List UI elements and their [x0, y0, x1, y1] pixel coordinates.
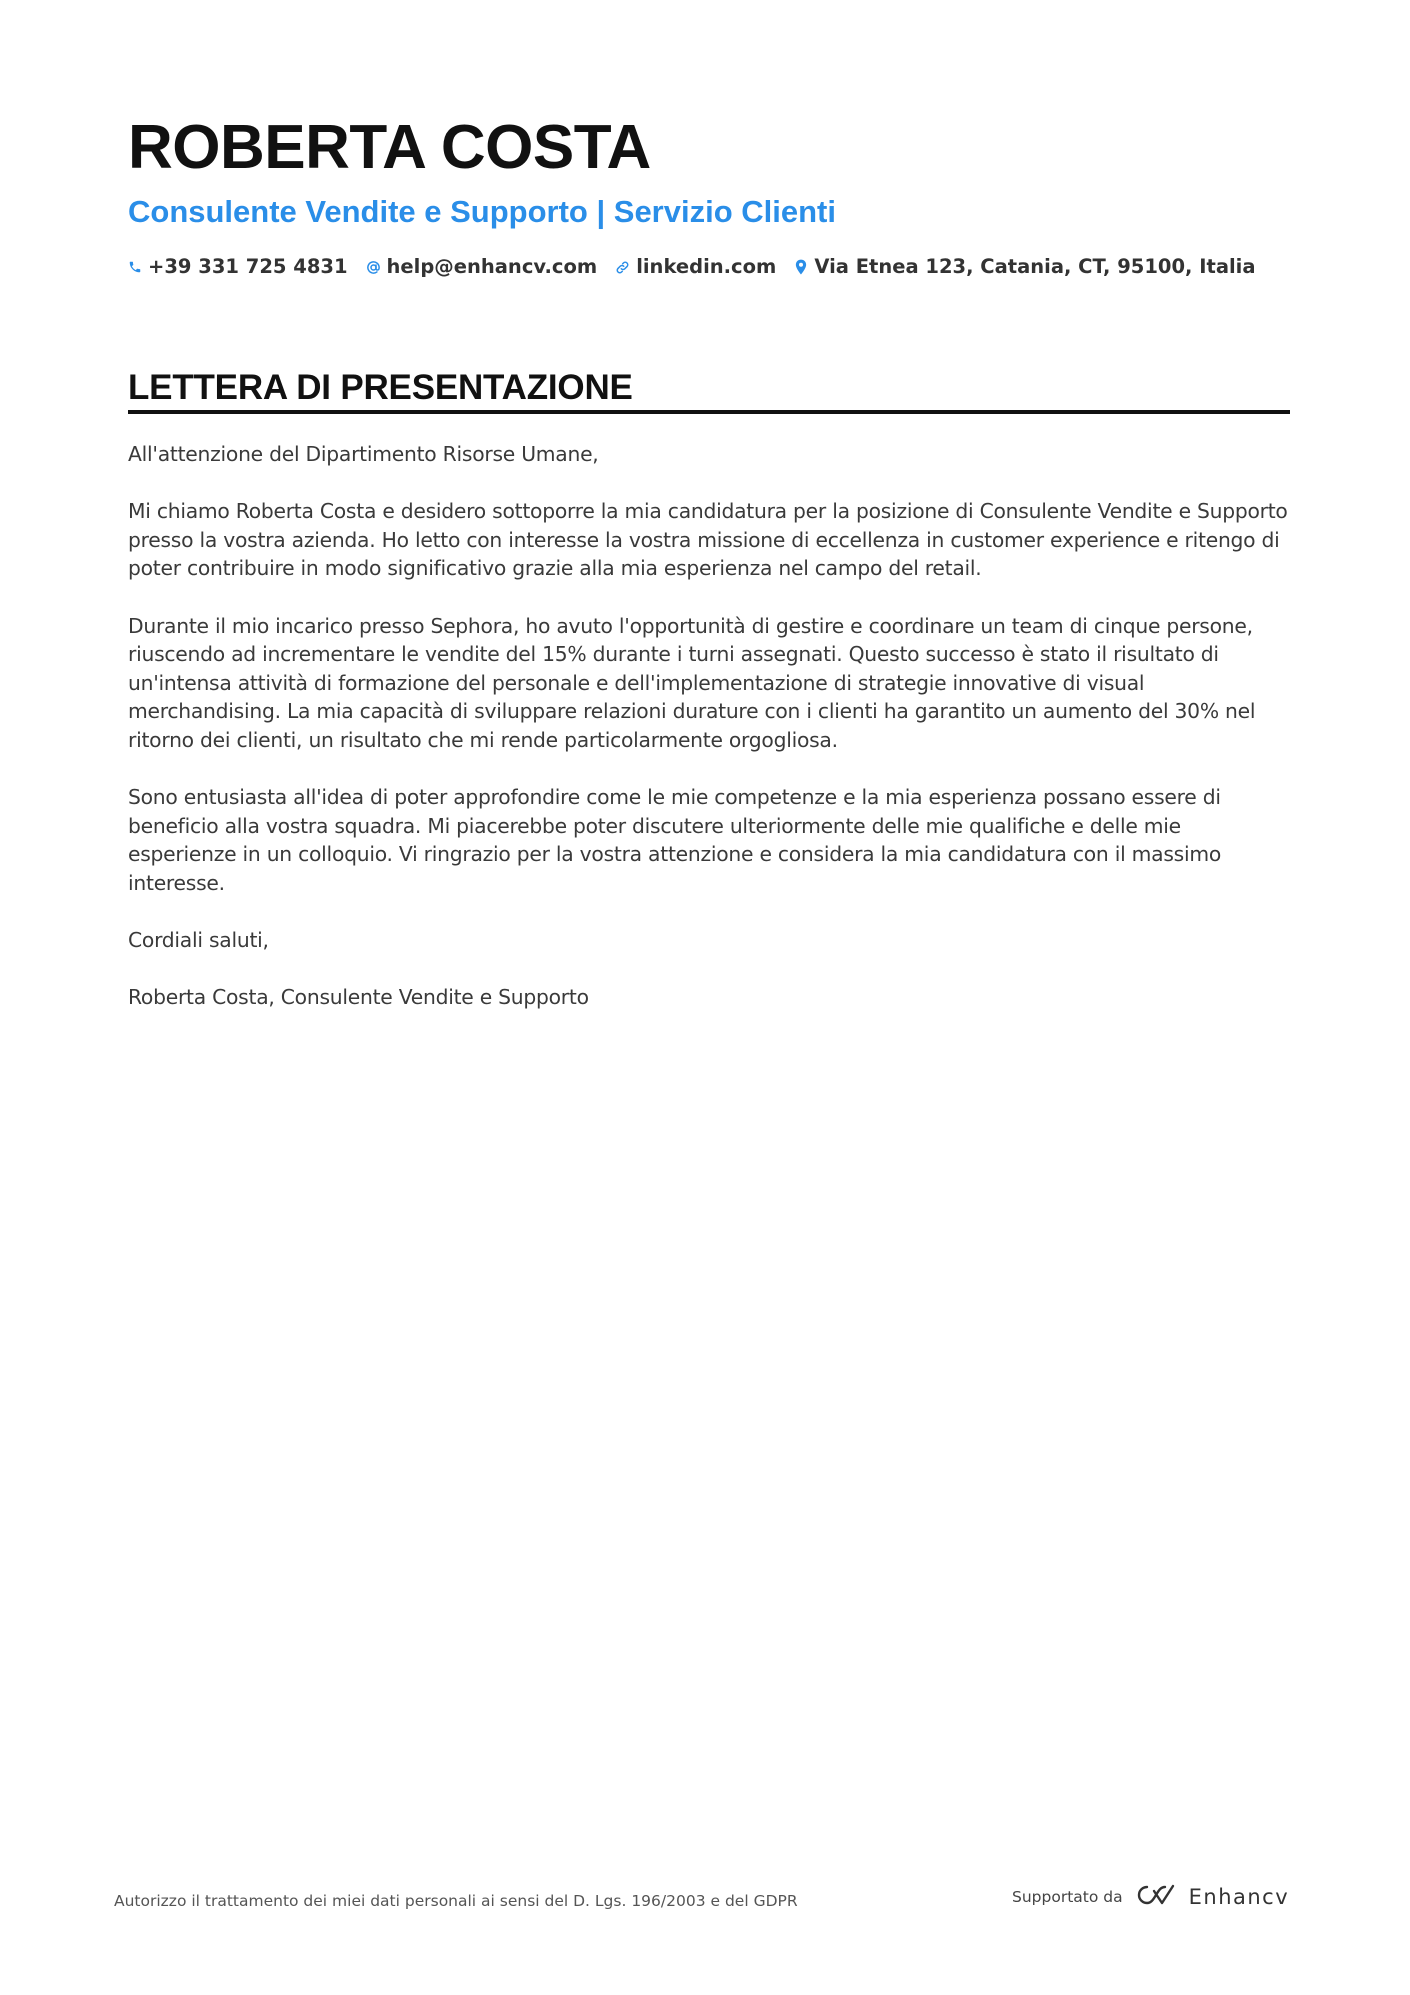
section-title: LETTERA DI PRESENTAZIONE — [128, 368, 633, 407]
contact-phone — [128, 252, 348, 282]
link-icon — [615, 260, 630, 275]
location-pin-icon — [794, 259, 808, 275]
letter-signature: Roberta Costa, Consulente Vendite e Supporto — [128, 985, 589, 1010]
letter-paragraph: Mi chiamo Roberta Costa e desidero sottoporre la mia candidatura per la posizione di Consulente Vendite e Supporto presso la vostra azienda. Ho letto con interesse la vostra missione di eccellenza in customer experience e ritengo di poter contribuire in modo significativo grazie alla mia esperienza nel campo del retail. — [128, 499, 1288, 581]
contact-linkedin[interactable] — [615, 252, 776, 282]
letter-greeting: All'attenzione del Dipartimento Risorse Umane, — [128, 442, 599, 466]
powered-by[interactable] — [1012, 1882, 1289, 1912]
contact-address-text: Via Etnea 123, Catania, CT, 95100, Italia — [814, 255, 1256, 278]
candidate-title: Consulente Vendite e Supporto | Servizio Clienti — [128, 194, 836, 229]
letter-closing: Cordiali saluti, — [128, 928, 269, 953]
letter-body — [128, 440, 1293, 1040]
contact-email-text[interactable]: help@enhancv.com — [386, 255, 598, 278]
letter-paragraph: Sono entusiasta all'idea di poter approfondire come le mie competenze e la mia esperienza possano essere di beneficio alla vostra squadra. Mi piacerebbe poter discutere ulteriormente delle mie qualifiche e delle mie esperienze in un colloquio. Vi ringrazio per la vostra attenzione e considera la mia candidatura con il massimo interesse. — [128, 785, 1222, 895]
phone-icon — [128, 260, 142, 274]
enhancv-logo-icon — [1133, 1882, 1179, 1912]
at-icon — [366, 260, 381, 275]
section-divider — [128, 410, 1290, 414]
contact-email[interactable] — [366, 252, 598, 282]
contact-linkedin-text[interactable]: linkedin.com — [636, 255, 777, 278]
letter-paragraph: Durante il mio incarico presso Sephora, ho avuto l'opportunità di gestire e coordinare un team di cinque persone, riuscendo ad incrementare le vendite del 15% durante i turni assegnati. Questo successo è stato il risultato di un'intensa attività di formazione del personale e dell'implementazione di strategie innovative di visual merchandising. La mia capacità di sviluppare relazioni durature con i clienti ha garantito un aumento del 30% nel ritorno dei clienti, un risultato che mi rende particolarmente orgogliosa. — [128, 613, 1256, 752]
contact-bar — [128, 252, 1256, 282]
brand-name: Enhancv — [1188, 1885, 1290, 1909]
contact-phone-text: +39 331 725 4831 — [148, 255, 348, 278]
powered-by-label: Supportato da — [1012, 1888, 1123, 1906]
contact-address — [794, 252, 1255, 282]
privacy-consent: Autorizzo il trattamento dei miei dati personali ai sensi del D. Lgs. 196/2003 e del GDPR — [114, 1892, 798, 1910]
candidate-name: ROBERTA COSTA — [128, 113, 651, 182]
